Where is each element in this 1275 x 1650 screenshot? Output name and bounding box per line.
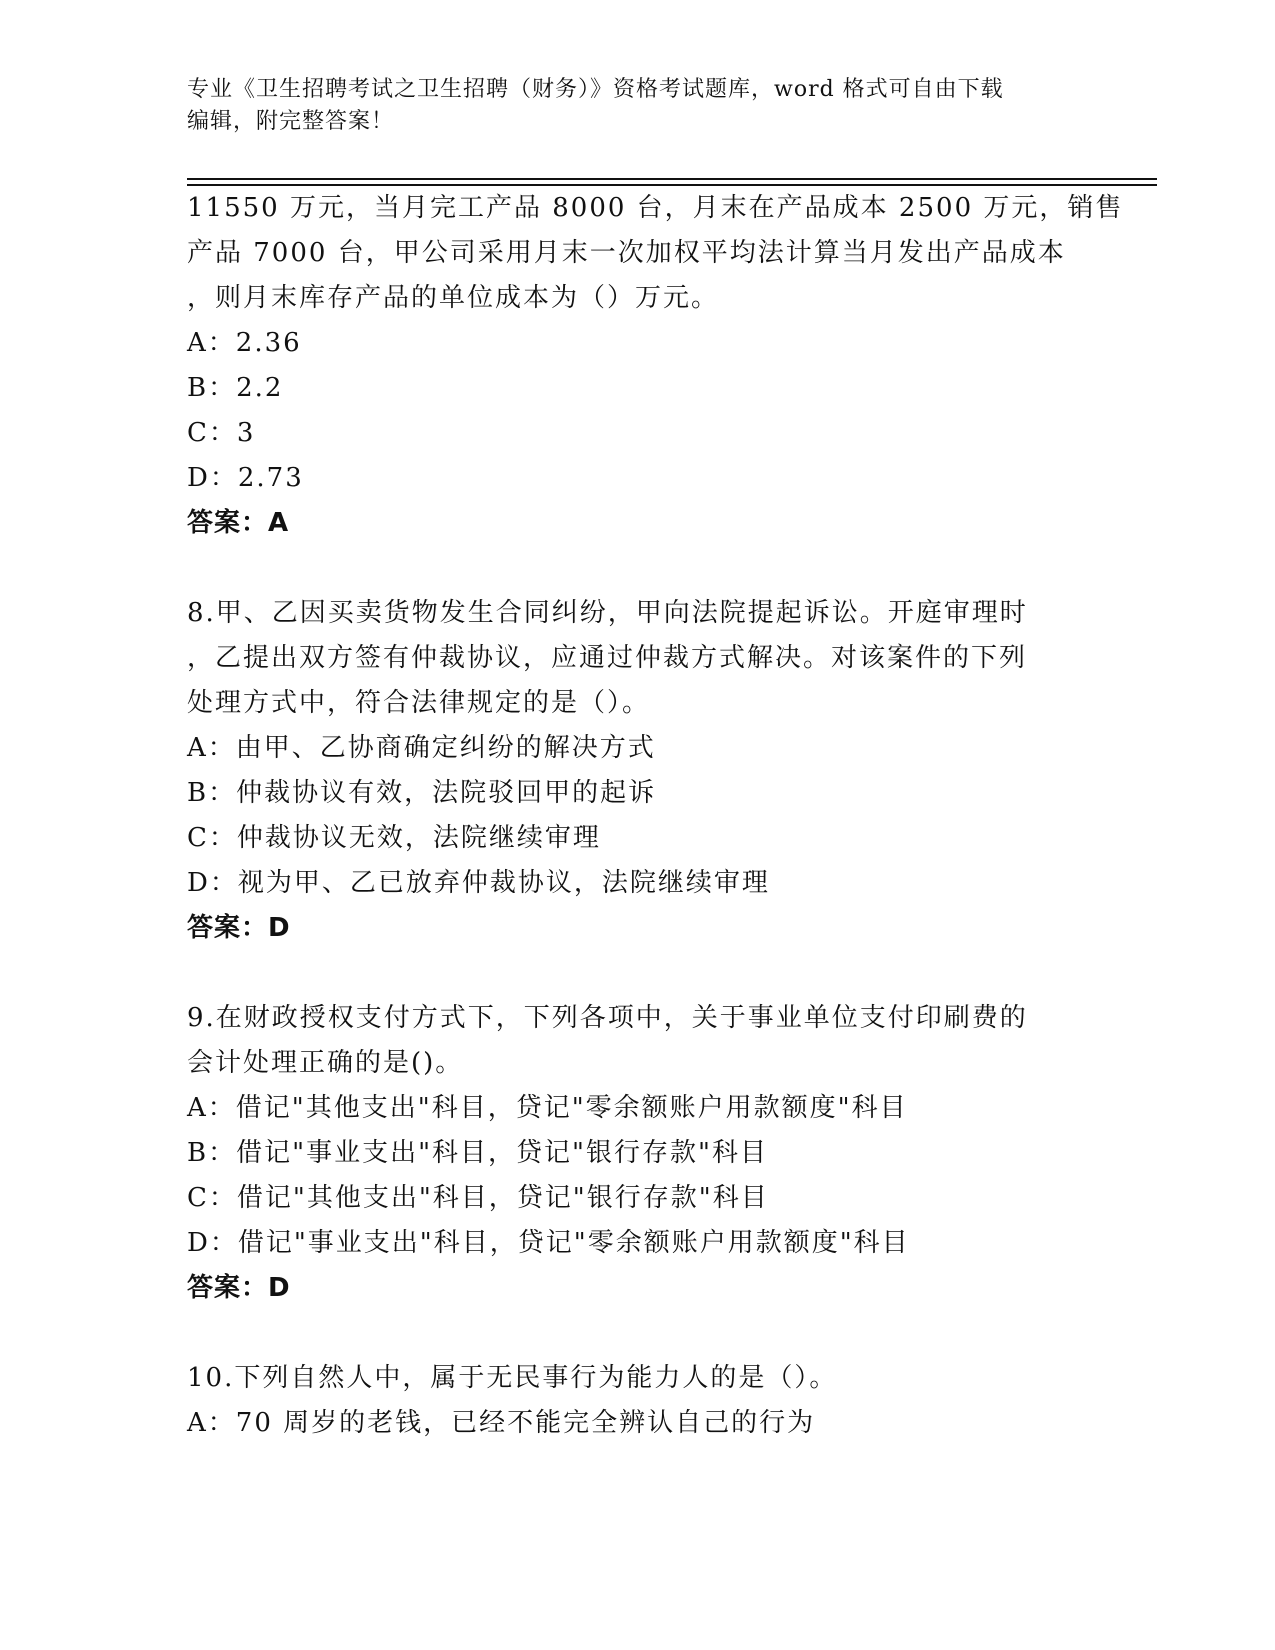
- spacer: [187, 951, 1087, 996]
- spacer: [187, 546, 1087, 591]
- question-stem-line: 10.下列自然人中，属于无民事行为能力人的是（）。: [187, 1363, 838, 1393]
- question-stem-line: 9.在财政授权支付方式下，下列各项中，关于事业单位支付印刷费的: [187, 1003, 1028, 1033]
- question-8: [187, 591, 1087, 951]
- question-10: [187, 1356, 1087, 1446]
- answer: 答案：D: [187, 913, 291, 943]
- question-content: [187, 186, 1124, 1446]
- question-stem-line: ，乙提出双方签有仲裁协议，应通过仲裁方式解决。对该案件的下列: [187, 643, 1028, 673]
- question-stem-line: 处理方式中，符合法律规定的是（）。: [187, 688, 651, 718]
- spacer: [187, 1311, 1087, 1356]
- option-a: A：70 周岁的老钱，已经不能完全辨认自己的行为: [187, 1408, 816, 1438]
- question-stem-line: 11550 万元，当月完工产品 8000 台，月末在产品成本 2500 万元，销售: [187, 193, 1124, 223]
- option-d: D：借记"事业支出"科目，贷记"零余额账户用款额度"科目: [187, 1228, 910, 1258]
- header-rule-top: [187, 178, 1157, 180]
- option-a: A：由甲、乙协商确定纠纷的解决方式: [187, 733, 656, 763]
- question-7: [187, 186, 1124, 546]
- option-d: D：2.73: [187, 463, 304, 493]
- option-d: D：视为甲、乙已放弃仲裁协议，法院继续审理: [187, 868, 770, 898]
- document-header: 专业《卫生招聘考试之卫生招聘（财务）》资格考试题库，word 格式可自由下载 编辑，附完整答案！: [187, 77, 1004, 134]
- option-b: B：借记"事业支出"科目，贷记"银行存款"科目: [187, 1138, 768, 1168]
- answer: 答案：D: [187, 1273, 291, 1303]
- question-9: [187, 996, 1087, 1311]
- option-c: C：借记"其他支出"科目，贷记"银行存款"科目: [187, 1183, 769, 1213]
- option-a: A：2.36: [187, 328, 302, 358]
- question-stem-line: ，则月末库存产品的单位成本为（）万元。: [187, 283, 720, 313]
- option-a: A：借记"其他支出"科目，贷记"零余额账户用款额度"科目: [187, 1093, 908, 1123]
- question-stem-line: 产品 7000 台，甲公司采用月末一次加权平均法计算当月发出产品成本: [187, 238, 1066, 268]
- option-b: B：2.2: [187, 373, 284, 403]
- question-stem-line: 会计处理正确的是()。: [187, 1048, 464, 1078]
- answer: 答案：A: [187, 508, 290, 538]
- option-b: B：仲裁协议有效，法院驳回甲的起诉: [187, 778, 657, 808]
- option-c: C：仲裁协议无效，法院继续审理: [187, 823, 601, 853]
- question-stem-line: 8.甲、乙因买卖货物发生合同纠纷，甲向法院提起诉讼。开庭审理时: [187, 598, 1028, 628]
- option-c: C：3: [187, 418, 256, 448]
